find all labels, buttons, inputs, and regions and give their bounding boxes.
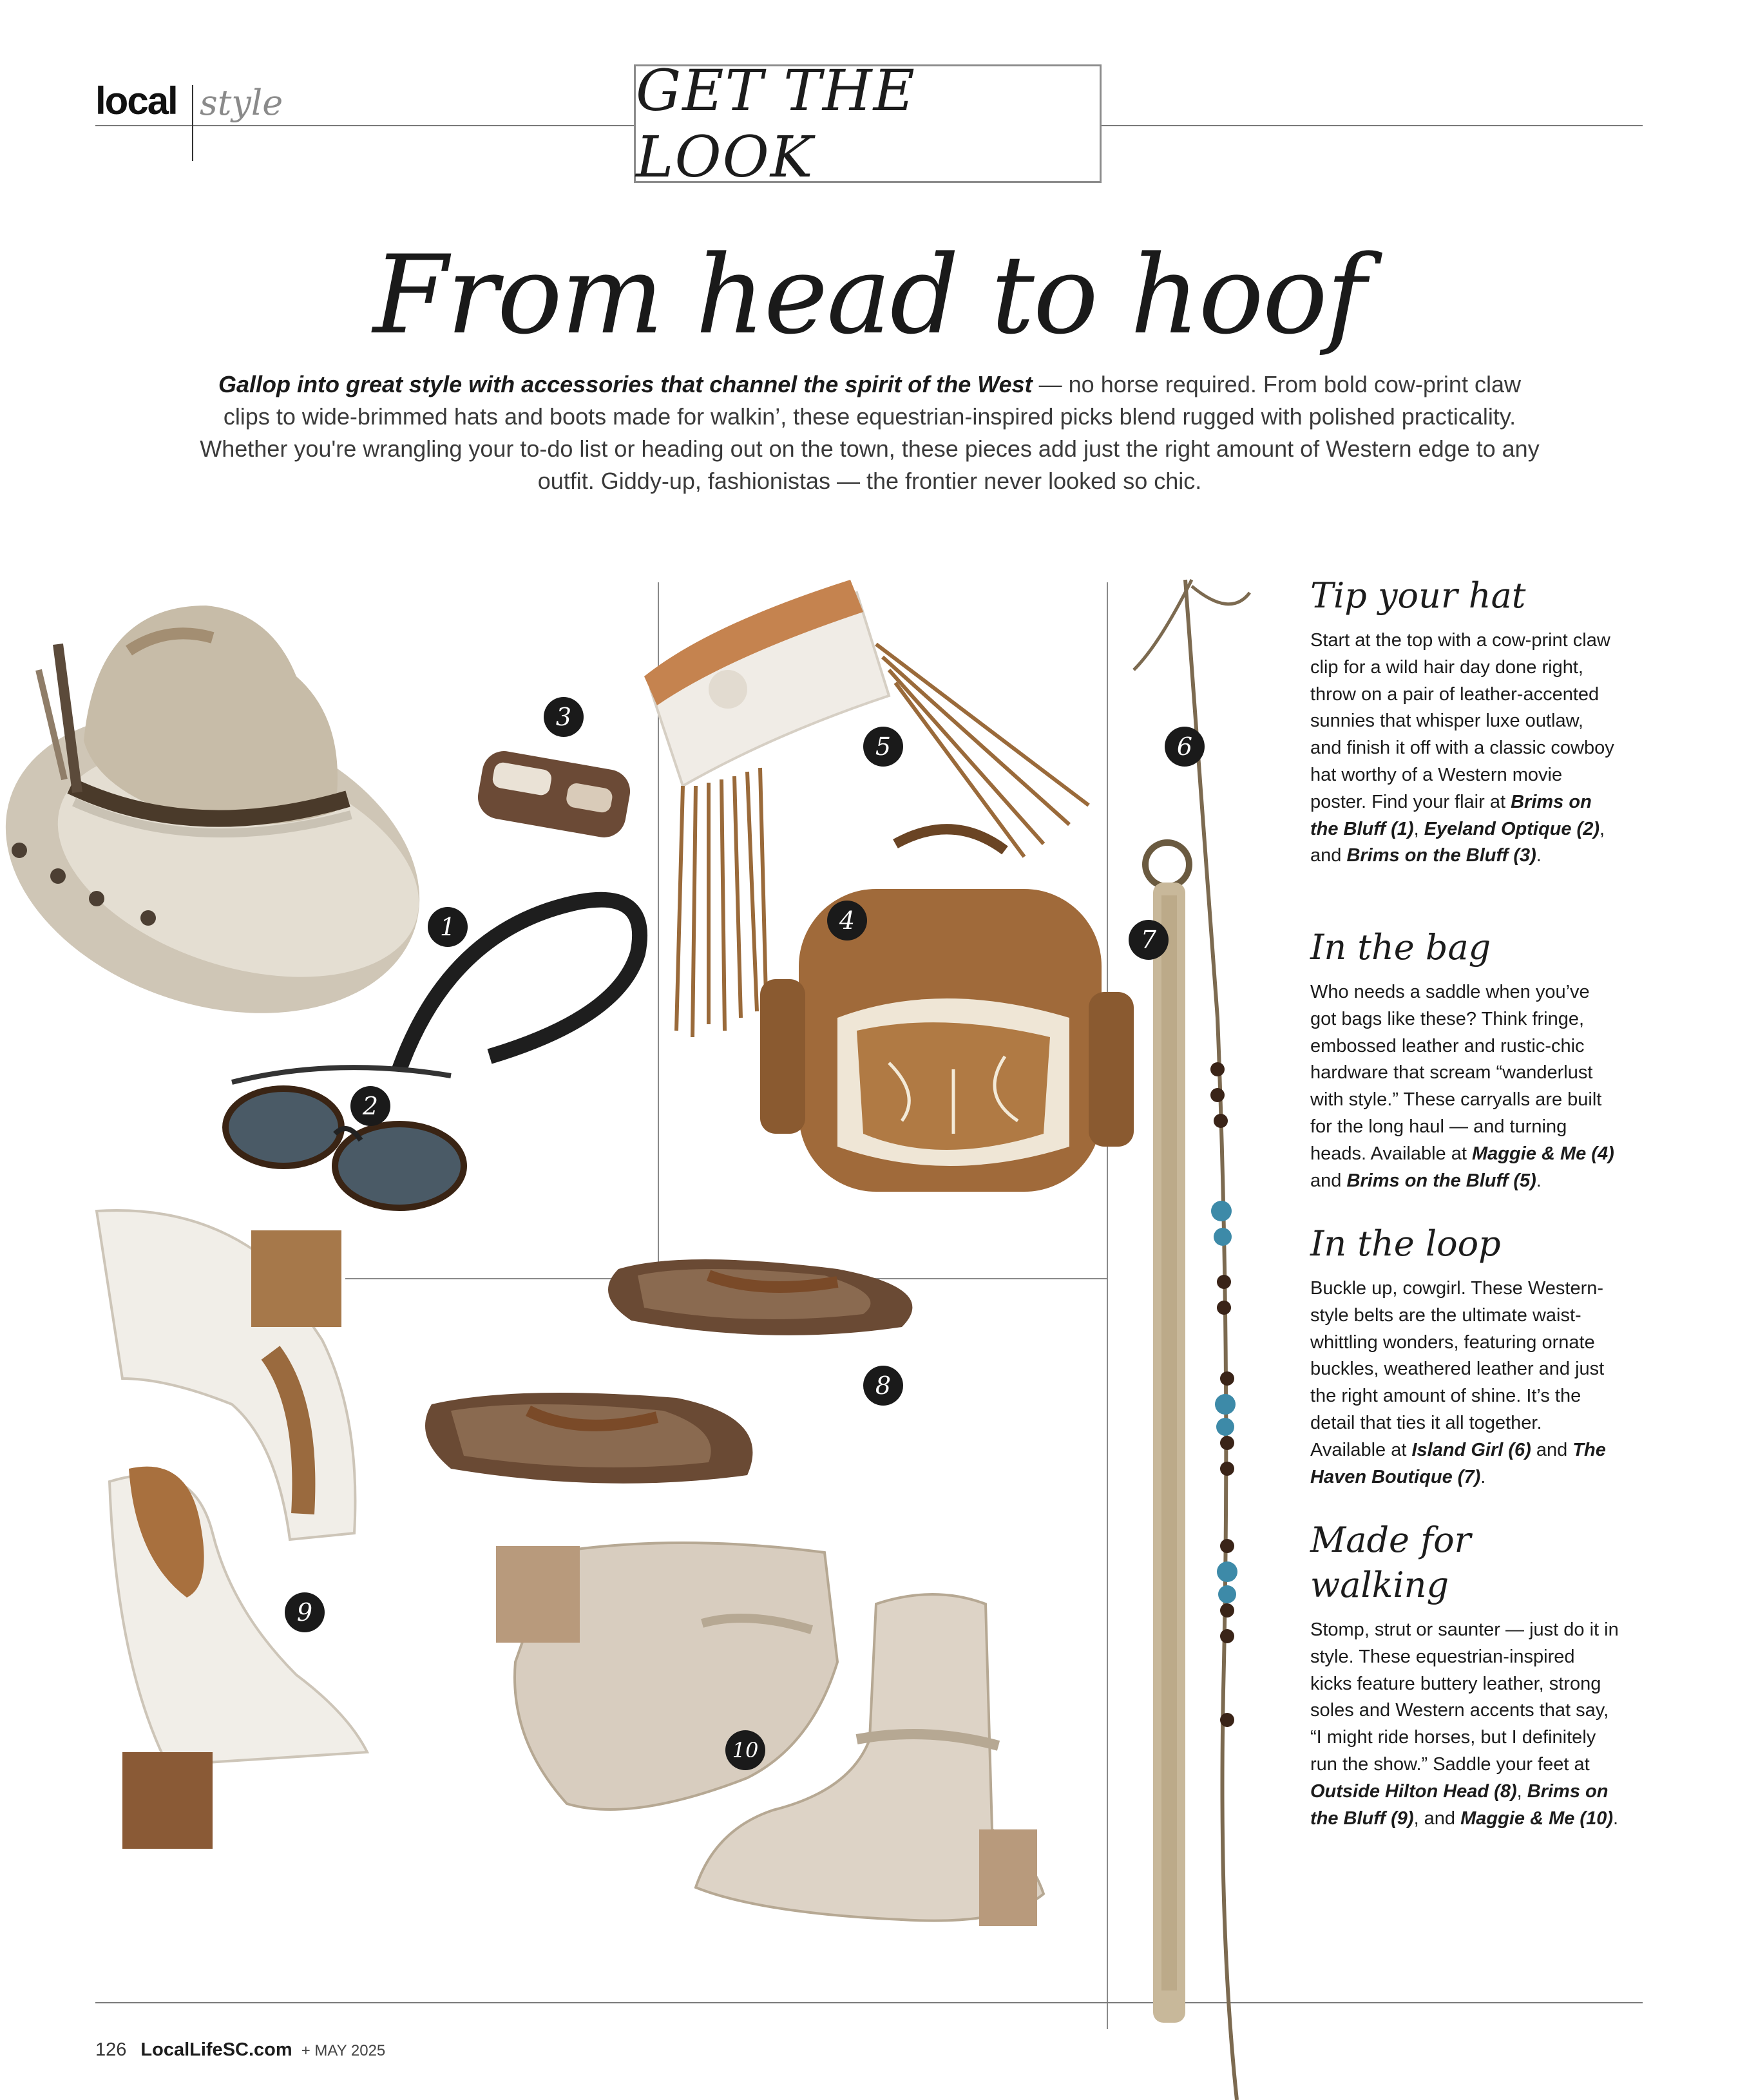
section-heading: In the bag <box>1310 927 1491 968</box>
store-name: Maggie & Me (10) <box>1460 1808 1613 1829</box>
section-tip-your-hat <box>1310 573 1619 870</box>
intro-lead: Gallop into great style with accessories that channel the spirit of the West <box>218 371 1033 397</box>
section-text: Who needs a saddle when you’ve got bags like these? Think fringe, embossed leather and rustic-chic hardware that scream “wanderlust with style.” These carryalls are built for the long haul — and turning heads. Available at <box>1310 982 1602 1164</box>
badge-6: 6 <box>1165 727 1205 767</box>
footer-site: LocalLifeSC.com <box>140 2039 292 2060</box>
badge-1: 1 <box>428 907 468 947</box>
section-in-the-bag <box>1310 925 1619 1194</box>
badge-7: 7 <box>1129 920 1169 960</box>
section-body: Buckle up, cowgirl. These Western-style belts are the ultimate waist-whittling wonders, featuring ornate buckles, weathered leather and just the right amount of shine. It’s the detail that ties it all together. Available at Island Girl (6) and The Haven Boutique (7). <box>1310 1278 1606 1487</box>
harness-boots-image <box>496 1543 1044 1926</box>
section-made-for-walking <box>1310 1518 1619 1832</box>
store-name: Brims on the Bluff (5) <box>1346 1170 1536 1191</box>
page-number: 126 <box>95 2039 127 2060</box>
footer-date: + MAY 2025 <box>301 2042 386 2059</box>
claw-clip-image <box>475 748 634 841</box>
beaded-belt-image <box>1134 580 1250 2100</box>
cowboy-hat-image <box>0 606 459 1064</box>
product-illustrations <box>0 567 1310 2100</box>
badge-8: 8 <box>863 1366 903 1406</box>
article-intro <box>200 368 1540 497</box>
section-text: Buckle up, cowgirl. These Western-style belts are the ultimate waist-whittling wonders, featuring ornate buckles, weathered leather and just the right amount of shine. It’s the detail that ties it all together. Available at <box>1310 1278 1605 1460</box>
header-rule-right <box>1102 125 1643 126</box>
section-heading: Made for walking <box>1310 1520 1471 1605</box>
backpack-image <box>760 829 1134 1192</box>
section-text: Start at the top with a cow-print claw clip for a wild hair day done right, throw on a pair of leather-accented sunnies that whisper luxe outlaw, and finish it off with a classic cowboy hat worthy of a Western movie poster. Find your flair at <box>1310 630 1614 812</box>
brand-style: style <box>200 82 283 123</box>
store-name: Maggie & Me (4) <box>1472 1143 1614 1164</box>
store-name: Eyeland Optique (2) <box>1424 818 1600 839</box>
footer <box>95 2039 385 2061</box>
section-text: Stomp, strut or saunter — just do it in style. These equestrian-inspired kicks feature buttery leather, strong soles and Western accents that say, “I might ride horses, but I definitely run the show.” Saddle your feet at <box>1310 1619 1619 1775</box>
badge-9: 9 <box>285 1592 325 1632</box>
store-name: Brims on the Bluff (9) <box>1310 1780 1609 1829</box>
store-name: Island Girl (6) <box>1411 1439 1531 1460</box>
section-in-the-loop <box>1310 1221 1619 1491</box>
badge-5: 5 <box>863 727 903 767</box>
sandals-image <box>425 1259 912 1484</box>
section-title-box <box>634 57 1102 190</box>
badge-10: 10 <box>725 1730 765 1770</box>
brand-divider <box>192 85 193 161</box>
cowhide-booties-image <box>97 1210 367 1849</box>
intro-rest: — no horse required. From bold cow-print claw clips to wide-brimmed hats and boots made for walkin’, these equestrian-inspired picks blend rugged with polished practicality. Whether you're wrangling your to-do list or heading out on the town, these pieces add just the right amount of Western edge to any outfit. Giddy-up, fashionistas — the frontier never looked so chic. <box>200 371 1540 494</box>
section-body: Start at the top with a cow-print claw clip for a wild hair day done right, throw on a pair of leather-accented sunnies that whisper luxe outlaw, and finish it off with a classic cowboy hat worthy of a Western movie poster. Find your flair at Brims on the Bluff (1), Eyeland Optique (2), and Brims on the Bluff (3). <box>1310 630 1614 866</box>
section-body: Stomp, strut or saunter — just do it in style. These equestrian-inspired kicks feature buttery leather, strong soles and Western accents that say, “I might ride horses, but I definitely run the show.” Saddle your feet at Outside Hilton Head (8), Brims on the Bluff (9), and Maggie & Me (10). <box>1310 1619 1619 1829</box>
brand-local: local <box>95 79 177 122</box>
store-name: The Haven Boutique (7) <box>1310 1439 1606 1487</box>
badge-3: 3 <box>544 697 584 737</box>
section-heading: Tip your hat <box>1310 575 1526 616</box>
section-heading: In the loop <box>1310 1223 1501 1264</box>
store-name: Brims on the Bluff (3) <box>1346 845 1536 866</box>
header-rule-left <box>95 125 634 126</box>
badge-2: 2 <box>350 1086 390 1126</box>
section-title: GET THE LOOK <box>636 57 916 190</box>
badge-4: 4 <box>827 901 867 940</box>
section-body: Who needs a saddle when you’ve got bags like these? Think fringe, embossed leather and rustic-chic hardware that scream “wanderlust with style.” These carryalls are built for the long haul — and turning heads. Available at Maggie & Me (4) and Brims on the Bluff (5). <box>1310 982 1614 1191</box>
article-title: From head to hoof <box>372 232 1366 358</box>
store-name: Brims on the Bluff (1) <box>1310 791 1592 839</box>
store-name: Outside Hilton Head (8) <box>1310 1780 1517 1802</box>
leather-belt-image <box>1145 843 1189 2023</box>
